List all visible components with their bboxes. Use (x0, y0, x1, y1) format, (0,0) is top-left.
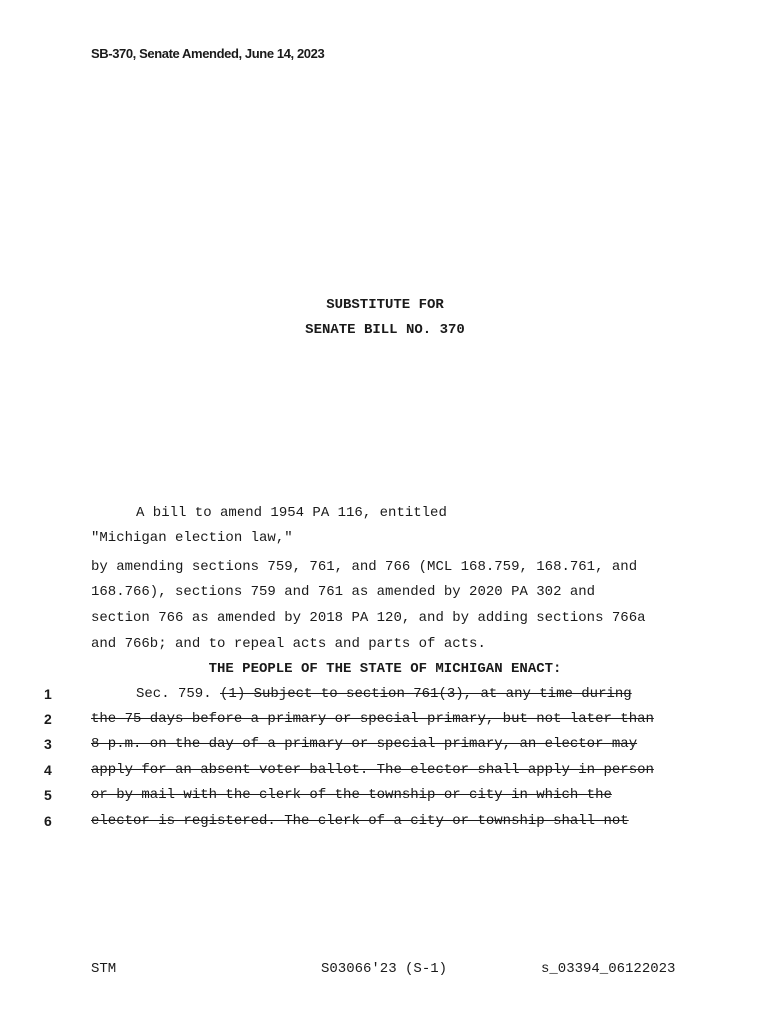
preamble-line-5: section 766 as amended by 2018 PA 120, and by adding sections 766a (91, 610, 646, 626)
struck-text: apply for an absent voter ballot. The elector shall apply in person (91, 762, 654, 778)
line-number: 5 (44, 787, 52, 803)
preamble-line-6: and 766b; and to repeal acts and parts of acts. (91, 636, 486, 652)
section-label: Sec. 759. (136, 686, 221, 702)
struck-text: or by mail with the clerk of the township or city in which the (91, 787, 612, 803)
line-number: 3 (44, 736, 52, 752)
preamble-line-4: 168.766), sections 759 and 761 as amended by 2020 PA 302 and (91, 584, 596, 600)
struck-text: 8 p.m. on the day of a primary or special primary, an elector may (91, 736, 638, 752)
line-number: 1 (44, 686, 52, 702)
footer-drafter: STM (91, 961, 117, 977)
line-number: 4 (44, 762, 52, 778)
struck-text: elector is registered. The clerk of a city or township shall not (91, 813, 629, 829)
body-line-1 (136, 686, 632, 702)
body-line-3 (91, 736, 637, 752)
enacting-clause: THE PEOPLE OF THE STATE OF MICHIGAN ENACT: (208, 661, 562, 677)
title-substitute: SUBSTITUTE FOR (326, 297, 444, 313)
title-bill-number: SENATE BILL NO. 370 (305, 322, 465, 338)
preamble-line-3: by amending sections 759, 761, and 766 (MCL 168.759, 168.761, and (91, 559, 638, 575)
body-line-5 (91, 787, 612, 803)
body-line-6 (91, 813, 629, 829)
line-number: 2 (44, 711, 52, 727)
struck-text: (1) Subject to section 761(3), at any time during (220, 686, 632, 702)
line-number: 6 (44, 813, 52, 829)
body-line-2 (91, 711, 654, 727)
preamble-line-1: A bill to amend 1954 PA 116, entitled (136, 505, 447, 521)
amendment-header: SB-370, Senate Amended, June 14, 2023 (91, 46, 325, 61)
body-line-4 (91, 762, 654, 778)
preamble-line-2: "Michigan election law," (91, 530, 293, 546)
struck-text: the 75 days before a primary or special primary, but not later than (91, 711, 654, 727)
footer-file-id: s_03394_06122023 (541, 961, 676, 977)
footer-bill-code: S03066'23 (S-1) (321, 961, 448, 977)
